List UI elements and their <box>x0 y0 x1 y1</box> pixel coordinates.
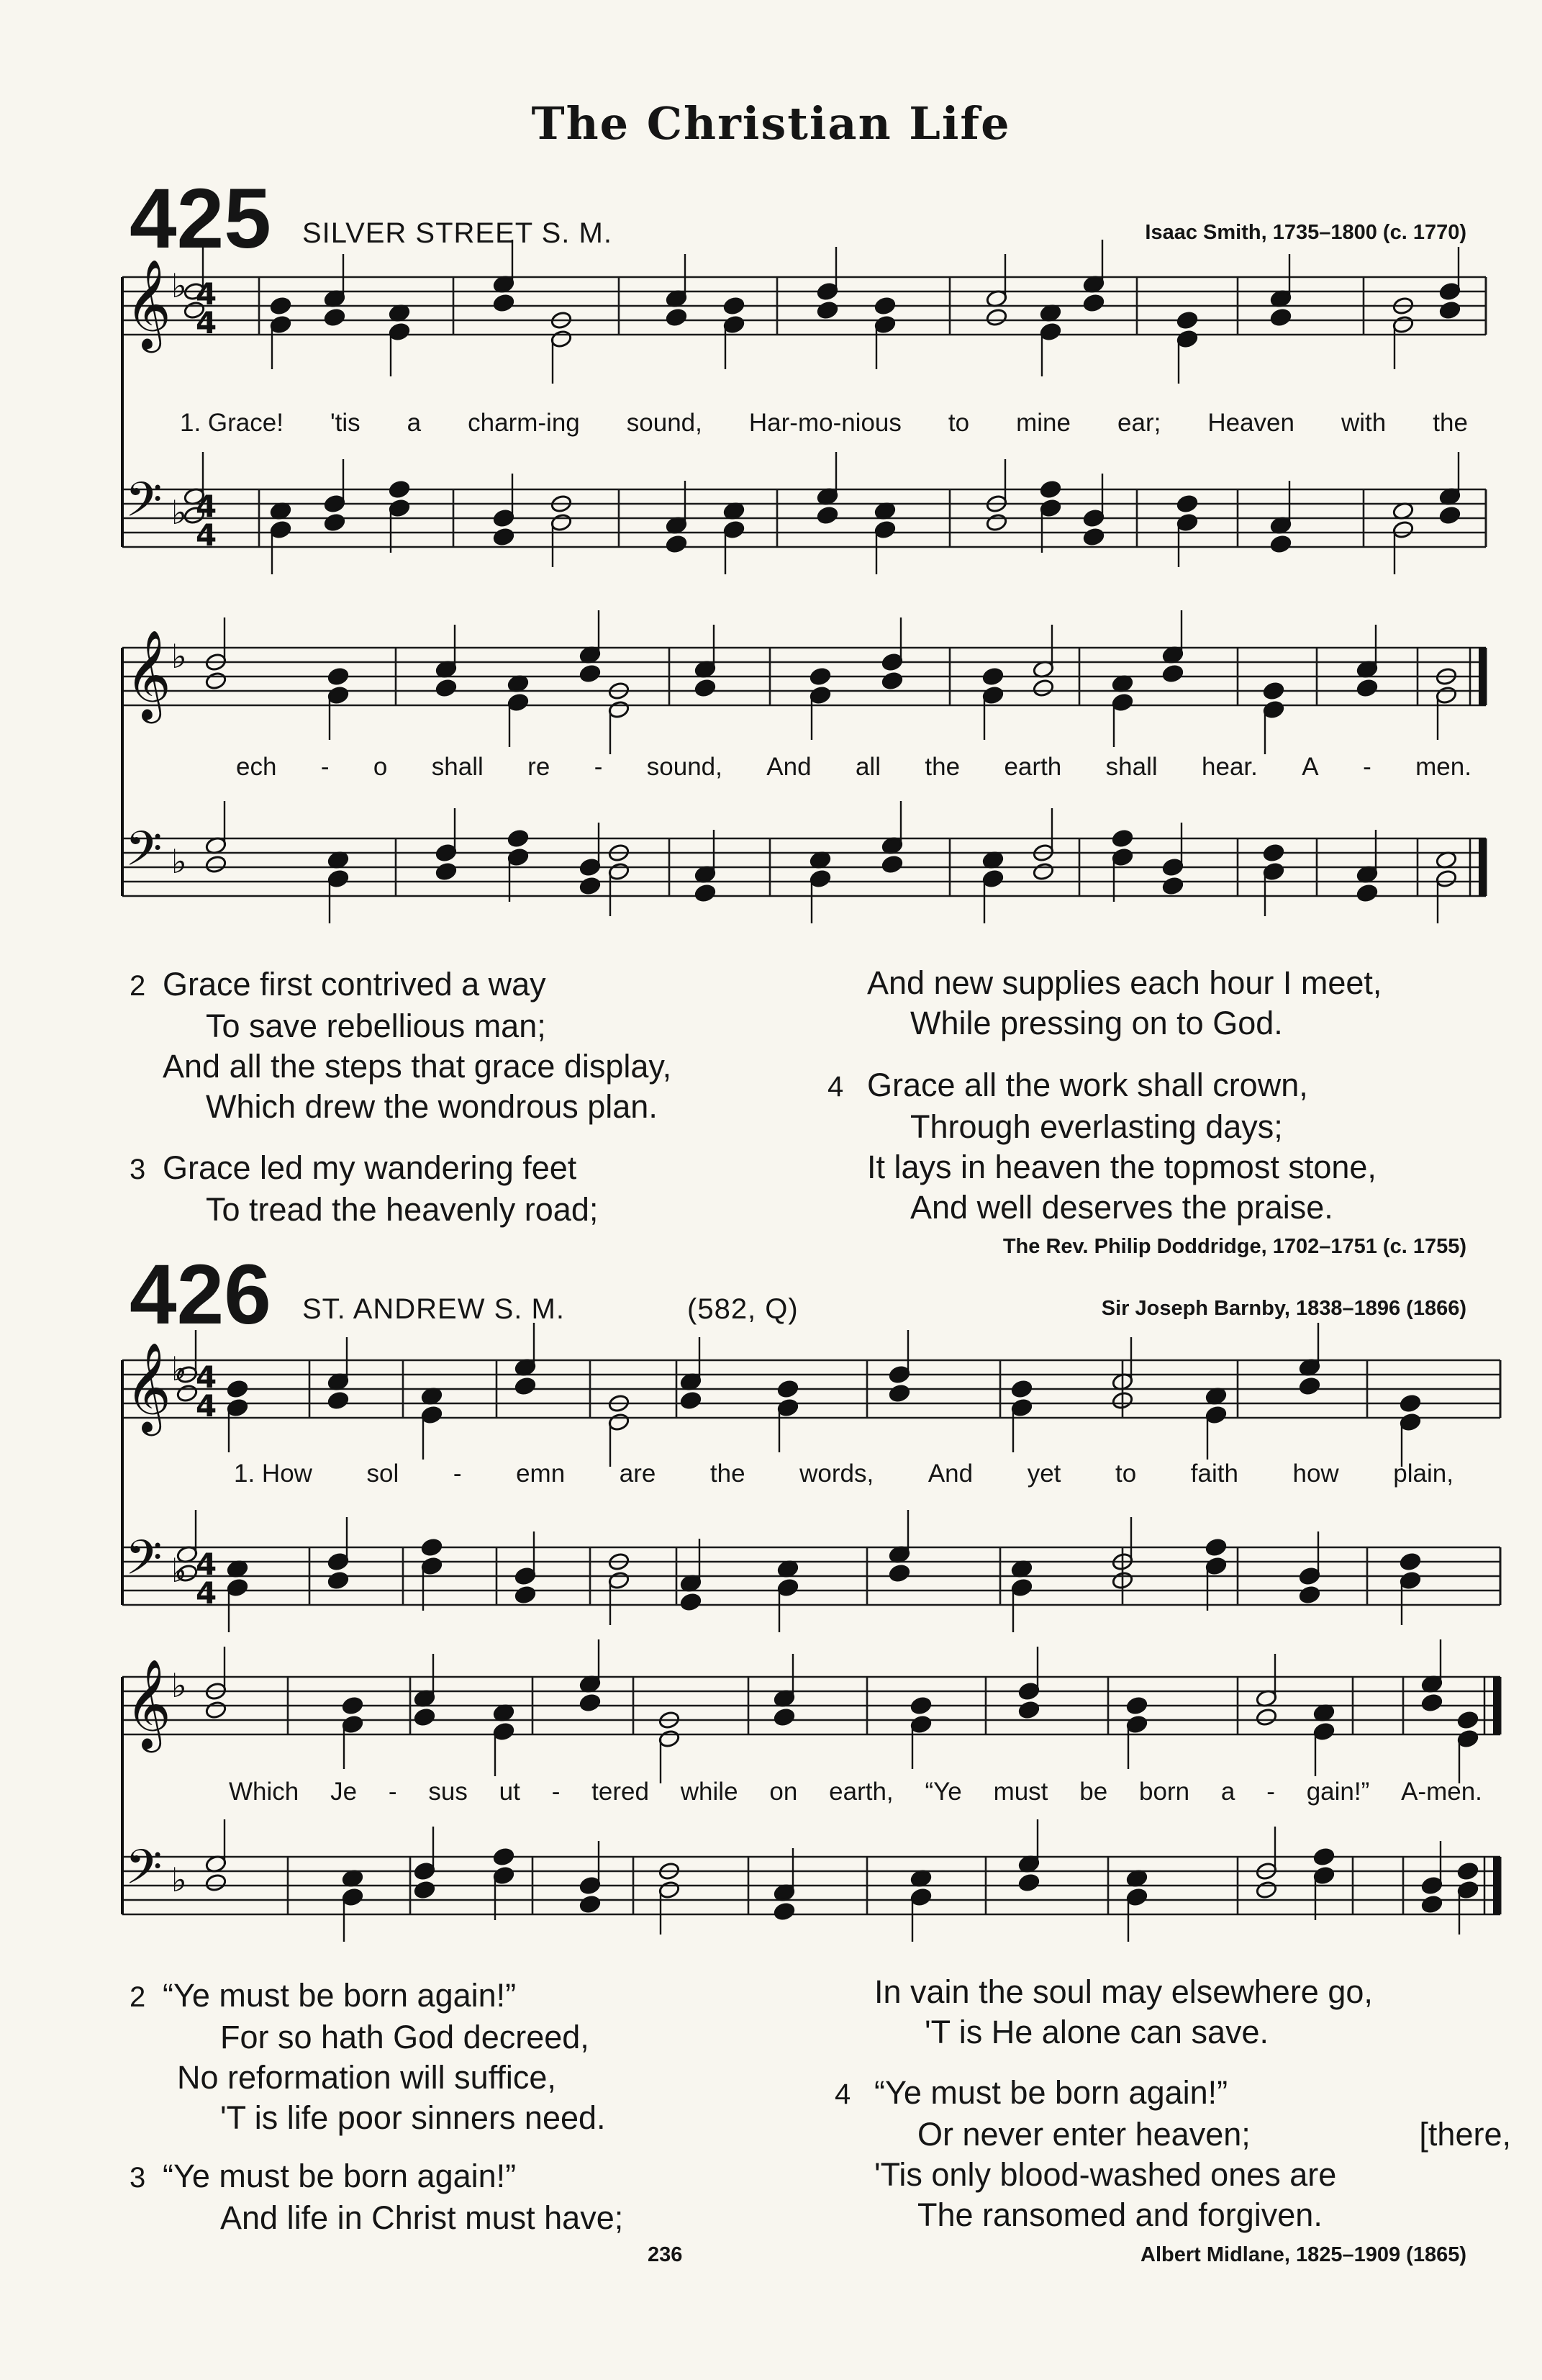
lyric-syllable: are <box>619 1460 656 1488</box>
lyric-syllable: the <box>1433 409 1468 437</box>
lyric-syllable: ut <box>499 1778 520 1806</box>
stanza-line: 'T is He alone can save. <box>925 2014 1269 2050</box>
lyric-syllable: sus <box>428 1778 468 1806</box>
composer-426: Sir Joseph Barnby, 1838–1896 (1866) <box>1101 1297 1466 1320</box>
note-head <box>1270 308 1292 327</box>
note-head <box>579 877 602 896</box>
final-bar-line <box>1479 838 1486 896</box>
lyric-syllable: faith <box>1190 1460 1238 1488</box>
note-head <box>435 862 458 882</box>
page-number: 236 <box>648 2243 683 2266</box>
stanza-line: Grace all the work shall crown, <box>867 1067 1308 1103</box>
tune-ref-426: (582, Q) <box>687 1293 799 1325</box>
note-head <box>1263 682 1285 701</box>
note-head <box>324 513 346 533</box>
lyric-syllable: Heaven <box>1207 409 1294 437</box>
author-426: Albert Midlane, 1825–1909 (1865) <box>1140 2243 1466 2266</box>
stanza-426-4 <box>835 2073 1525 2235</box>
bass-clef-icon: 𝄢 <box>125 1530 163 1597</box>
lyric-syllable: 1. How <box>234 1460 312 1488</box>
lyric-syllable: Which <box>229 1778 299 1806</box>
author-425: The Rev. Philip Doddridge, 1702–1751 (c. 1755) <box>1002 1235 1466 1258</box>
lyric-syllable: men. <box>1415 753 1471 781</box>
note-head <box>1299 1585 1321 1605</box>
lyric-syllable: a <box>1220 1778 1235 1806</box>
stanza-425-3 <box>130 1148 820 1230</box>
note-head <box>986 308 1008 327</box>
lyric-syllable: plain, <box>1393 1460 1453 1488</box>
hymn-number-425: 425 <box>130 171 271 266</box>
note-head <box>493 1847 515 1867</box>
lyric-syllable: be <box>1079 1778 1108 1806</box>
note-head <box>1457 1711 1479 1730</box>
note-head <box>389 480 411 499</box>
note-head <box>777 1380 799 1399</box>
lyric-syllable: 'tis <box>330 409 360 437</box>
bass-clef-icon: 𝄢 <box>125 821 163 888</box>
lyric-syllable: And <box>928 1460 974 1488</box>
note-head <box>1083 294 1105 313</box>
note-head <box>1033 862 1055 882</box>
stanza-line: It lays in heaven the topmost stone, <box>867 1149 1377 1185</box>
note-head <box>1356 884 1379 903</box>
note-head <box>874 297 897 316</box>
stanza-426-3-cont <box>874 1972 1522 2053</box>
stanza-line: Or never enter heaven; <box>917 2116 1251 2153</box>
note-head <box>1421 1693 1443 1713</box>
flat-sign-icon: ♭ <box>171 1551 187 1590</box>
note-head <box>205 671 227 691</box>
lyric-syllable: - <box>1363 753 1371 781</box>
lyric-syllable: sound, <box>626 409 702 437</box>
note-head <box>1263 843 1285 863</box>
lyric-syllable: - <box>453 1460 462 1488</box>
lyric-syllable: earth <box>1004 753 1062 781</box>
lyric-syllable: while <box>680 1778 738 1806</box>
lyric-syllable: all <box>855 753 881 781</box>
time-signature: 4 <box>196 305 217 340</box>
note-head <box>1270 535 1292 554</box>
note-head <box>205 1701 227 1720</box>
note-head <box>514 1377 537 1396</box>
composer-425: Isaac Smith, 1735–1800 (c. 1770) <box>1145 221 1466 244</box>
note-head <box>1112 829 1134 849</box>
note-head <box>1083 528 1105 547</box>
lyric-syllable: - <box>388 1778 397 1806</box>
note-head <box>327 1571 350 1591</box>
lyric-syllable: the <box>709 1460 745 1488</box>
stanza-line: The ransomed and forgiven. <box>917 2196 1323 2233</box>
note-head <box>1439 506 1461 525</box>
note-head <box>493 294 515 313</box>
lyric-line-425-1 <box>180 409 1468 438</box>
lyric-syllable: “Ye <box>925 1778 962 1806</box>
stanza-line: “Ye must be born again!” <box>163 2158 517 2194</box>
flat-sign-icon: ♭ <box>171 1349 187 1388</box>
note-head <box>986 513 1008 533</box>
stanza-number: 4 <box>835 2078 851 2110</box>
stanza-line: Through everlasting days; <box>910 1108 1283 1145</box>
stanza-number: 2 <box>130 1981 146 2013</box>
lyric-line-426-2 <box>229 1778 1482 1806</box>
note-head <box>205 1873 227 1893</box>
note-head <box>817 506 839 525</box>
lyric-syllable: earth, <box>829 1778 894 1806</box>
stanza-426-2 <box>130 1976 820 2138</box>
flat-sign-icon: ♭ <box>171 1666 187 1705</box>
flat-sign-icon: ♭ <box>171 637 187 676</box>
note-head <box>889 1384 911 1403</box>
note-head <box>666 308 688 327</box>
note-head <box>227 1380 249 1399</box>
lyric-syllable: on <box>769 1778 798 1806</box>
note-head <box>982 667 1004 687</box>
lyric-syllable: hear. <box>1202 753 1258 781</box>
note-head <box>774 1708 796 1727</box>
stanza-line: No reformation will suffice, <box>177 2059 556 2096</box>
stanza-line: And new supplies each hour I meet, <box>867 964 1382 1001</box>
lyric-syllable: - <box>1266 1778 1275 1806</box>
note-head <box>817 301 839 320</box>
note-head <box>809 667 832 687</box>
lyric-syllable: 1. Grace! <box>180 409 284 437</box>
note-head <box>327 1391 350 1411</box>
lyric-syllable: Har-mo-nious <box>748 409 902 437</box>
note-head <box>1040 480 1062 499</box>
note-head <box>327 667 350 687</box>
stanza-line: Grace led my wandering feet <box>163 1149 577 1186</box>
lyric-syllable: Je <box>330 1778 358 1806</box>
lyric-syllable: words, <box>799 1460 874 1488</box>
note-head <box>1256 1708 1278 1727</box>
note-head <box>421 1538 443 1557</box>
lyric-syllable: o <box>373 753 388 781</box>
lyric-syllable: with <box>1341 409 1387 437</box>
note-head <box>1400 1394 1422 1413</box>
stanza-line: While pressing on to God. <box>910 1005 1283 1041</box>
bass-clef-icon: 𝄢 <box>125 1840 163 1906</box>
stanza-425-2 <box>130 964 820 1127</box>
lyric-syllable: born <box>1139 1778 1190 1806</box>
tune-name-426: ST. ANDREW S. M. <box>302 1293 565 1325</box>
stanza-line-overflow: [there, <box>1419 2116 1511 2153</box>
note-head <box>1126 1696 1148 1716</box>
note-head <box>1205 1538 1228 1557</box>
note-head <box>1400 1552 1422 1572</box>
lyric-syllable: ear; <box>1117 409 1161 437</box>
note-head <box>694 884 717 903</box>
note-head <box>1033 679 1055 698</box>
stanza-number: 4 <box>827 1071 844 1103</box>
stanza-line: 'T is life poor sinners need. <box>220 2099 606 2136</box>
time-signature: 4 <box>196 1547 217 1582</box>
note-head <box>1256 1881 1278 1900</box>
note-head <box>579 1693 602 1713</box>
lyric-syllable: A-men. <box>1401 1778 1482 1806</box>
time-signature: 4 <box>196 1359 217 1395</box>
stanza-425-4 <box>827 1065 1518 1228</box>
stanza-number: 2 <box>130 970 146 1002</box>
lyric-syllable: yet <box>1027 1460 1061 1488</box>
note-head <box>1439 301 1461 320</box>
page-header: The Christian Life <box>531 97 1011 150</box>
stanza-line: For so hath God decreed, <box>220 2019 589 2055</box>
flat-sign-icon: ♭ <box>171 1860 187 1899</box>
stanza-line: To tread the heavenly road; <box>206 1191 599 1228</box>
lyric-syllable: how <box>1292 1460 1339 1488</box>
lyric-syllable: A <box>1302 753 1319 781</box>
lyric-syllable: to <box>948 409 970 437</box>
stanza-number: 3 <box>130 1154 146 1185</box>
note-head <box>910 1696 933 1716</box>
note-head <box>889 1564 911 1583</box>
lyric-syllable: charm-ing <box>468 409 580 437</box>
note-head <box>1356 679 1379 698</box>
final-bar-line <box>1479 648 1486 705</box>
time-signature: 4 <box>196 489 217 524</box>
lyric-syllable: - <box>551 1778 561 1806</box>
note-head <box>1176 311 1199 330</box>
lyric-line-425-2 <box>236 753 1471 782</box>
lyric-syllable: tered <box>591 1778 649 1806</box>
stanza-line: “Ye must be born again!” <box>874 2074 1228 2111</box>
time-signature: 4 <box>196 1575 217 1611</box>
note-head <box>270 297 292 316</box>
lyric-syllable: - <box>594 753 603 781</box>
note-head <box>507 829 530 849</box>
flat-sign-icon: ♭ <box>171 493 187 532</box>
flat-sign-icon: ♭ <box>171 266 187 305</box>
note-head <box>493 528 515 547</box>
final-bar-line <box>1493 1857 1500 1914</box>
stanza-line: And all the steps that grace display, <box>163 1048 672 1085</box>
stanza-number: 3 <box>130 2162 146 2194</box>
lyric-syllable: the <box>925 753 961 781</box>
stanza-line: Grace first contrived a way <box>163 966 546 1003</box>
note-head <box>680 1593 702 1612</box>
hymn-number-426: 426 <box>130 1247 271 1342</box>
note-head <box>1162 664 1184 684</box>
lyric-syllable: And <box>766 753 812 781</box>
note-head <box>579 664 602 684</box>
note-head <box>1176 494 1199 514</box>
note-head <box>1313 1847 1335 1867</box>
lyric-syllable: must <box>993 1778 1048 1806</box>
lyric-syllable: gain!” <box>1306 1778 1370 1806</box>
lyric-syllable: sol <box>366 1460 399 1488</box>
lyric-syllable: a <box>407 409 422 437</box>
note-head <box>680 1391 702 1411</box>
lyric-syllable: ech <box>236 753 277 781</box>
note-head <box>774 1902 796 1922</box>
lyric-syllable: shall <box>1105 753 1158 781</box>
note-head <box>881 855 904 874</box>
stanza-426-3 <box>130 2156 820 2238</box>
note-head <box>342 1696 364 1716</box>
note-head <box>435 679 458 698</box>
bass-clef-icon: 𝄢 <box>125 472 163 539</box>
note-head <box>1011 1380 1033 1399</box>
note-head <box>1162 877 1184 896</box>
lyric-syllable: sound, <box>646 753 722 781</box>
time-signature: 4 <box>196 276 217 312</box>
final-bar-line <box>1493 1677 1500 1734</box>
lyric-line-426-1 <box>234 1460 1453 1488</box>
lyric-syllable: mine <box>1016 409 1071 437</box>
stanza-line: “Ye must be born again!” <box>163 1977 517 2014</box>
treble-clef-icon: 𝄞 <box>125 1342 171 1432</box>
note-head <box>414 1708 436 1727</box>
stanza-425-3-cont <box>867 963 1515 1044</box>
note-head <box>205 855 227 874</box>
note-head <box>1457 1862 1479 1881</box>
note-head <box>666 535 688 554</box>
note-head <box>1299 1377 1321 1396</box>
note-head <box>579 1895 602 1914</box>
time-signature: 4 <box>196 517 217 553</box>
lyric-syllable: - <box>320 753 330 781</box>
treble-clef-icon: 𝄞 <box>125 259 171 349</box>
treble-clef-icon: 𝄞 <box>125 630 171 720</box>
flat-sign-icon: ♭ <box>171 842 187 881</box>
stanza-line: 'Tis only blood-washed ones are <box>874 2156 1337 2193</box>
treble-clef-icon: 𝄞 <box>125 1659 171 1749</box>
tune-name-425: SILVER STREET S. M. <box>302 217 612 249</box>
note-head <box>324 308 346 327</box>
note-head <box>881 671 904 691</box>
stanza-line: And life in Christ must have; <box>220 2199 624 2236</box>
note-head <box>1018 1873 1040 1893</box>
note-head <box>1018 1701 1040 1720</box>
lyric-syllable: emn <box>516 1460 566 1488</box>
note-head <box>1421 1895 1443 1914</box>
stanza-line: And well deserves the praise. <box>910 1189 1333 1226</box>
note-head <box>514 1585 537 1605</box>
note-head <box>694 679 717 698</box>
lyric-syllable: re <box>527 753 550 781</box>
note-head <box>723 297 745 316</box>
note-head <box>414 1881 436 1900</box>
stanza-line: To save rebellious man; <box>206 1008 546 1044</box>
lyric-syllable: shall <box>431 753 484 781</box>
stanza-line: Which drew the wondrous plan. <box>206 1088 658 1125</box>
time-signature: 4 <box>196 1388 217 1424</box>
lyric-syllable: to <box>1115 1460 1137 1488</box>
stanza-line: In vain the soul may elsewhere go, <box>874 1973 1373 2010</box>
